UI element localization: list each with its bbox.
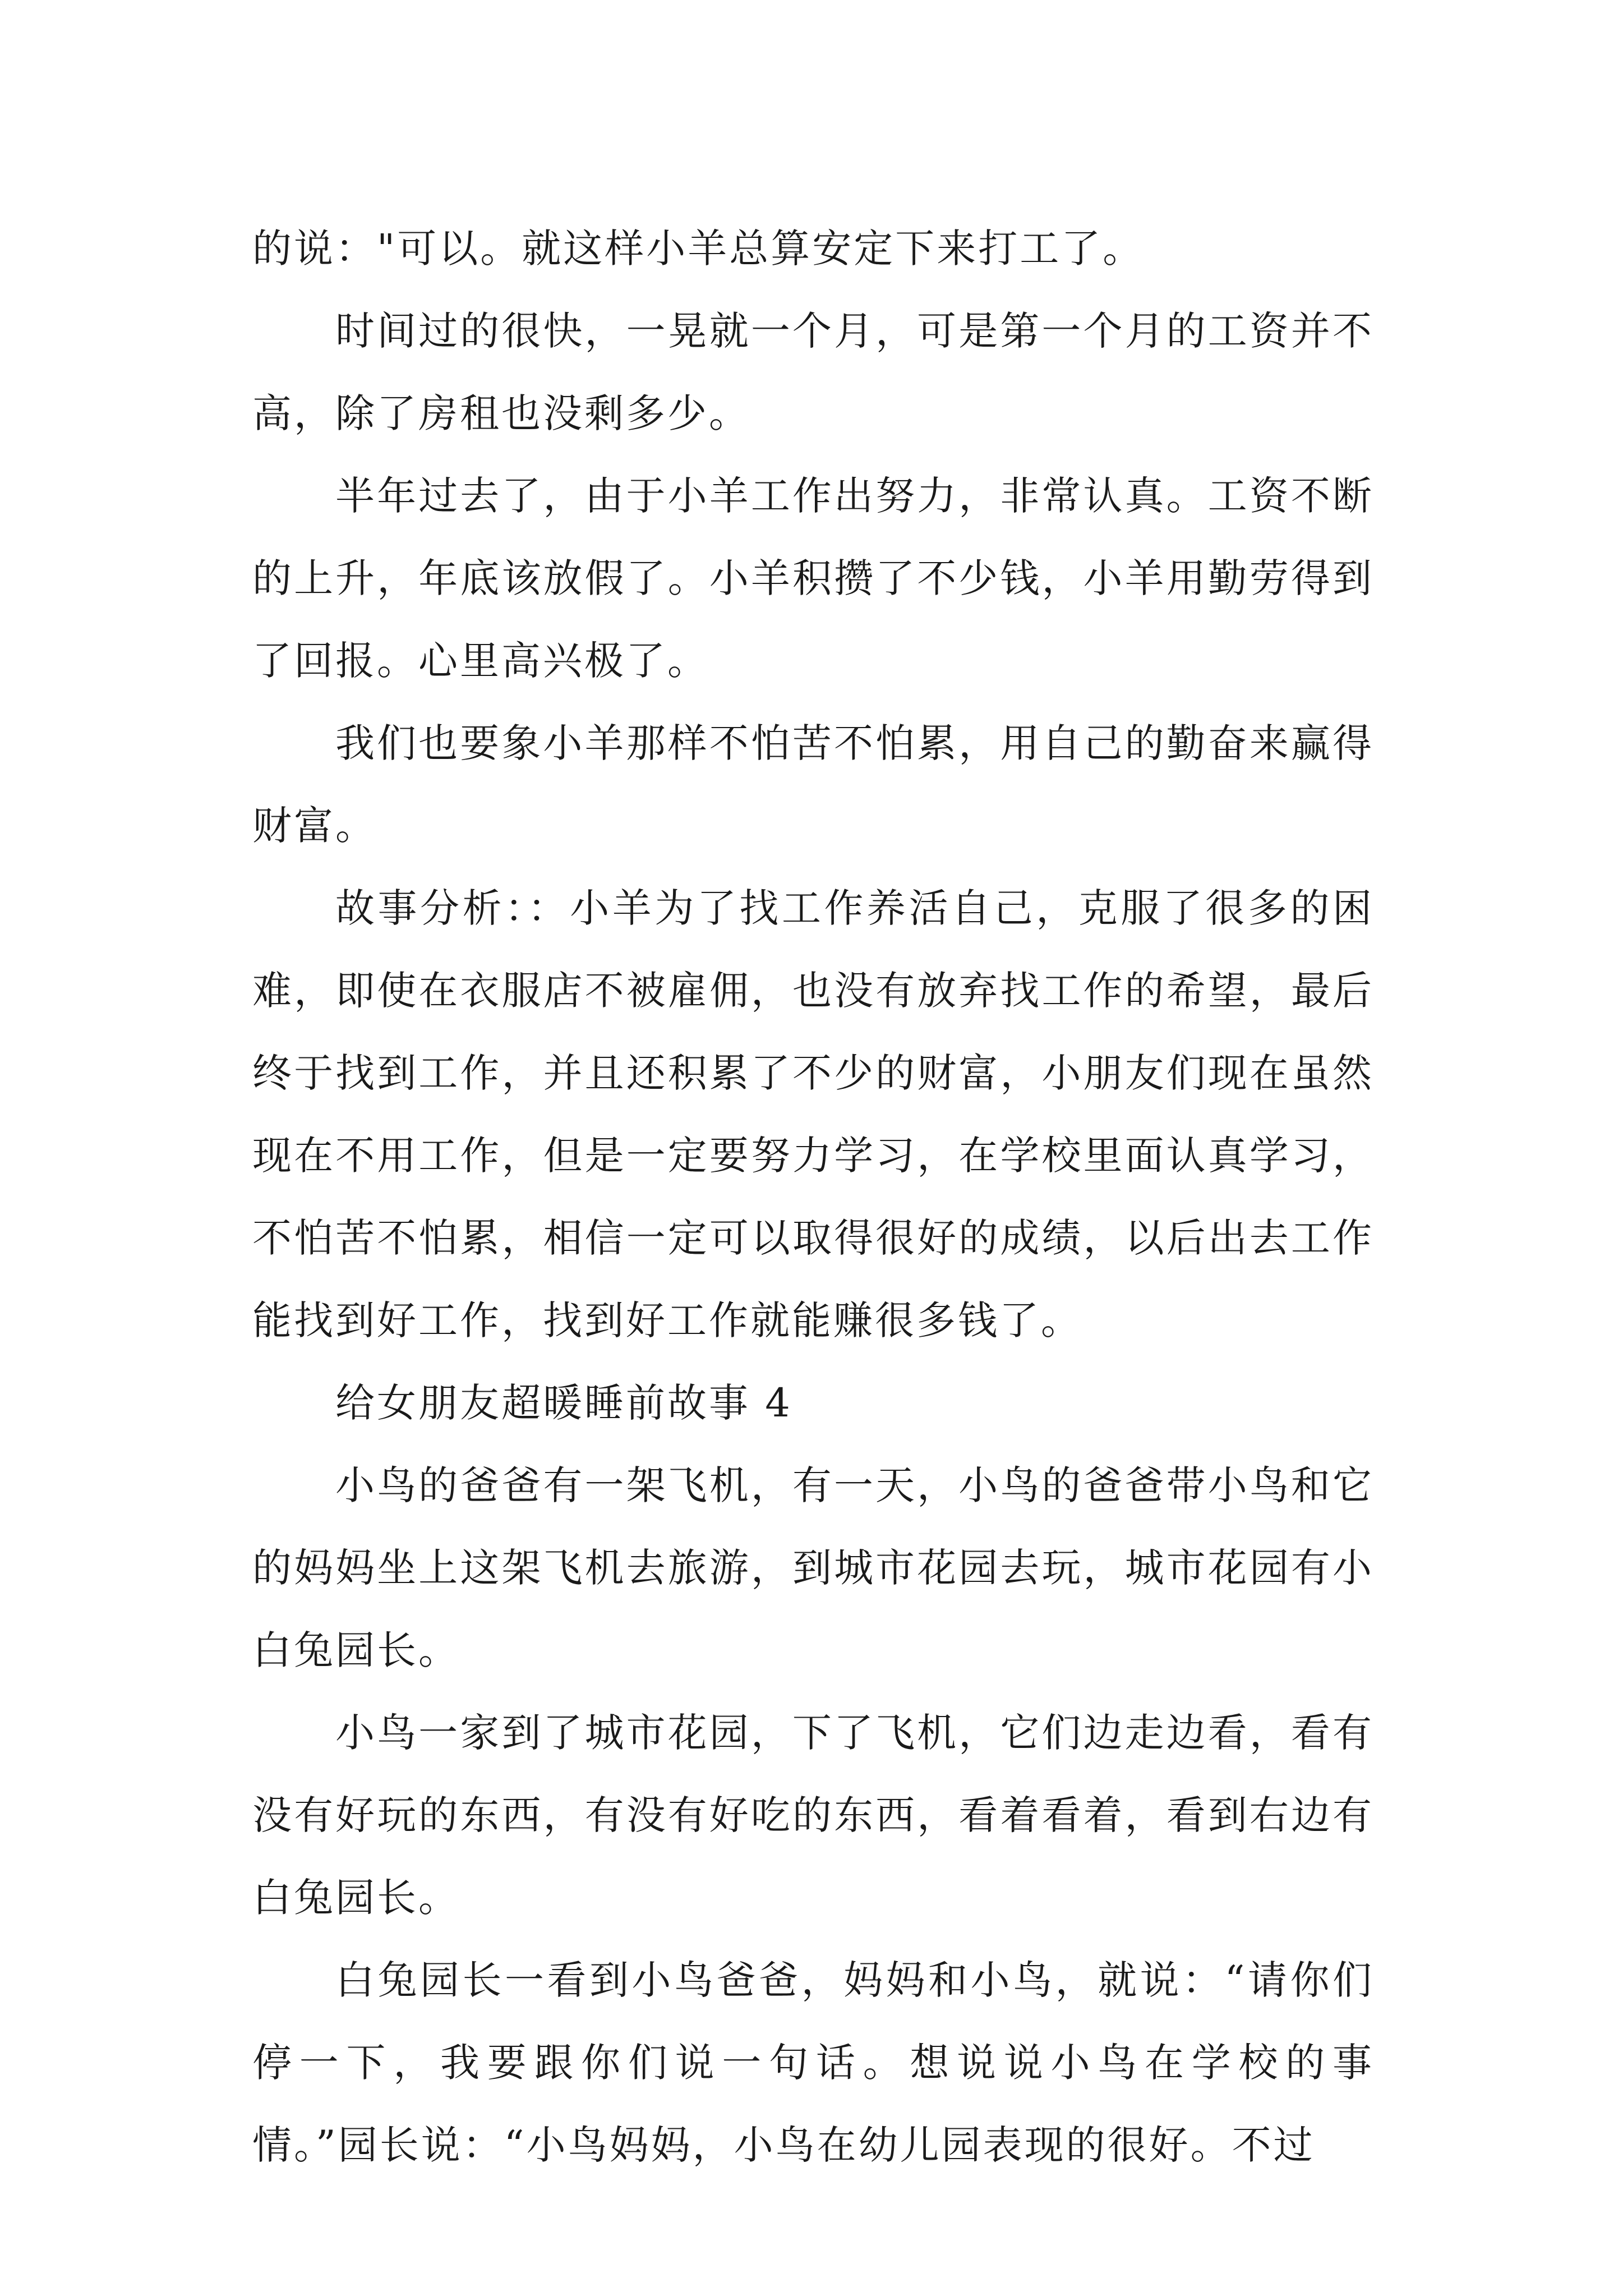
paragraph: 小鸟一家到了城市花园，下了飞机，它们边走边看，看有没有好玩的东西，有没有好吃的东西，看着看着，看到右边有白兔园长。 <box>252 1710 1374 1921</box>
paragraph: 我们也要象小羊那样不怕苦不怕累，用自己的勤奋来赢得财富。 <box>252 720 1374 849</box>
document-body <box>252 208 1374 2187</box>
paragraph: 白兔园长一看到小鸟爸爸，妈妈和小鸟，就说：“请你们停一下，我要跟你们说一句话。想说说小鸟在学校的事情。”园长说：“小鸟妈妈，小鸟在幼儿园表现的很好。不过 <box>252 1957 1374 2168</box>
paragraph: 半年过去了，由于小羊工作出努力，非常认真。工资不断的上升，年底该放假了。小羊积攒了不少钱，小羊用勤劳得到了回报。心里高兴极了。 <box>252 473 1374 684</box>
paragraph: 故事分析：：小羊为了找工作养活自己，克服了很多的困难，即使在衣服店不被雇佣，也没有放弃找工作的希望，最后终于找到工作，并且还积累了不少的财富，小朋友们现在虽然现在不用工作，但是一定要努力学习，在学校里面认真学习，不怕苦不怕累，相信一定可以取得很好的成绩，以后出去工作能找到好工作，找到好工作就能赚很多钱了。 <box>252 885 1374 1343</box>
paragraph: 小鸟的爸爸有一架飞机，有一天，小鸟的爸爸带小鸟和它的妈妈坐上这架飞机去旅游，到城市花园去玩，城市花园有小白兔园长。 <box>252 1462 1374 1673</box>
paragraph: 的说："可以。就这样小羊总算安定下来打工了。 <box>252 226 1145 272</box>
section-heading: 给女朋友超暖睡前故事 4 <box>335 1380 792 1426</box>
paragraph: 时间过的很快，一晃就一个月，可是第一个月的工资并不高，除了房租也没剩多少。 <box>252 308 1374 436</box>
